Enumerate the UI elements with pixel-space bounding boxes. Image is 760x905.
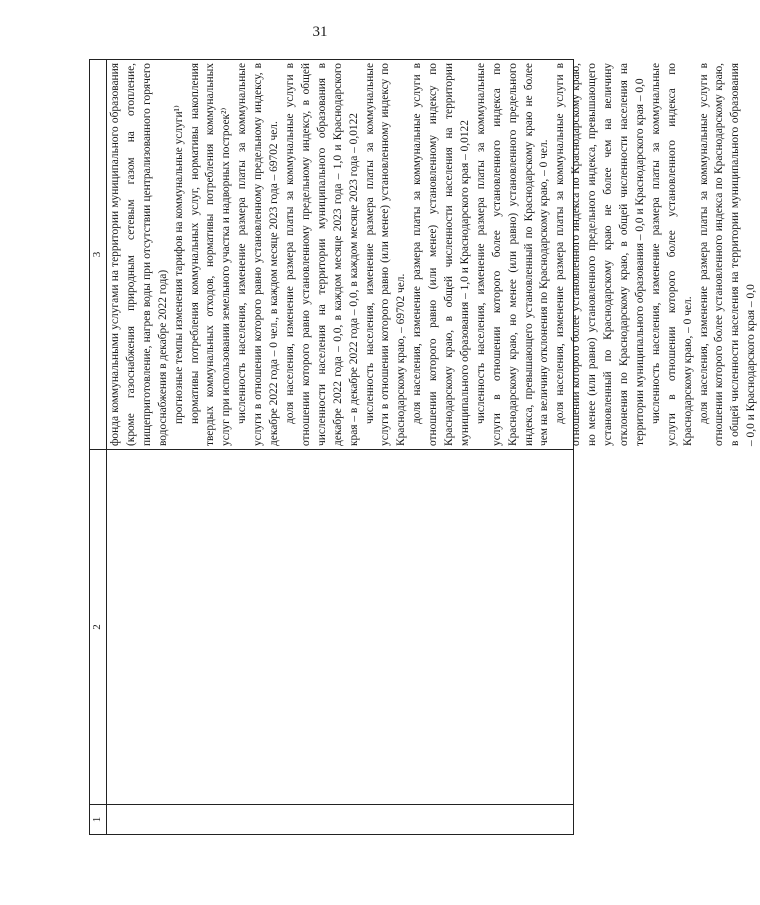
paragraph: прогнозные темпы изменения тарифов на коммунальные услуги¹⁾ (172, 105, 185, 424)
rotated-table-container (89, 60, 758, 835)
header-col-1: 1 (90, 805, 107, 835)
paragraph: доля населения, изменение размера платы за коммунальные услуги в отношении которого равно (или менее) установленному индексу по Краснодарскому краю, в общей численности населения на территории муниципального образования – 1,0 и Краснодарского края – 0,0122 (411, 63, 471, 446)
paragraph: численность населения, изменение размера платы за коммунальные услуги в отношении которого более установленного индекса по Краснодарскому краю, но менее (или равно) установленного предельного индекса, превышающего установленный по Краснодарскому краю не более чем на величину отклонения по Краснодарскому краю, – 0 чел. (474, 63, 551, 446)
paragraph: фонда коммунальными услугами на территории муниципального образования (кроме газоснабжения природным сетевым газом на отопление, пищеприготовление, нагрев воды при отсутствии централизованного горячего водоснабжения в декабре 2022 года) (109, 63, 169, 446)
document-table (89, 59, 758, 835)
paragraph: численность населения, изменение размера платы за коммунальные услуги в отношении которого более установленного индекса по Краснодарскому краю, – 0 чел. (649, 63, 694, 446)
paragraph: доля населения, изменение размера платы за коммунальные услуги в отношении которого равно установленному предельному индексу, в общей численности населения на территории муниципального образования в декабре 2022 года – 0,0, в каждом месяце 2023 года – 1,0 и Краснодарского края – в декабре 2022 года – 0,0, в каждом месяце 2023 года – 0,0122 (283, 63, 360, 446)
paragraph: доля населения, изменение размера платы за коммунальные услуги в отношении которого более установленного индекса по Краснодарскому краю, в общей численности населения на территории муниципального образования – 0,0 и Краснодарского края – 0,0 (697, 63, 758, 446)
cell-col-2 (107, 450, 574, 805)
cell-col-3-text (107, 60, 758, 449)
paragraph: нормативы потребления коммунальных услуг, нормативы накопления твердых коммунальных отходов, нормативы потребления коммунальных услуг при использовании земельного участка и надворных построек²⁾ (188, 63, 233, 446)
header-col-3: 3 (90, 60, 107, 450)
table-row (107, 60, 574, 835)
paragraph: доля населения, изменение размера платы за коммунальные услуги в отношении которого более установленного индекса по Краснодарскому краю, но менее (или равно) установленного предельного индекса, превышающего установленный по Краснодарскому краю не более чем на величину отклонения по Краснодарскому краю, в общей численности населения на территории муниципального образования – 0,0 и Краснодарского края – 0,0 (554, 63, 646, 446)
header-col-2: 2 (90, 450, 107, 805)
table-header-row (90, 60, 107, 835)
page-number: 31 (312, 24, 328, 40)
cell-col-1 (107, 805, 574, 835)
paragraph: численность населения, изменение размера платы за коммунальные услуги в отношении которого равно (или менее) установленному индексу по Краснодарскому краю, – 69702 чел. (363, 63, 408, 446)
paragraph: численность населения, изменение размера платы за коммунальные услуги в отношении которого равно установленному предельному индексу, в декабре 2022 года – 0 чел., в каждом месяце 2023 года – 69702 чел. (236, 63, 281, 446)
cell-col-3 (107, 60, 758, 450)
